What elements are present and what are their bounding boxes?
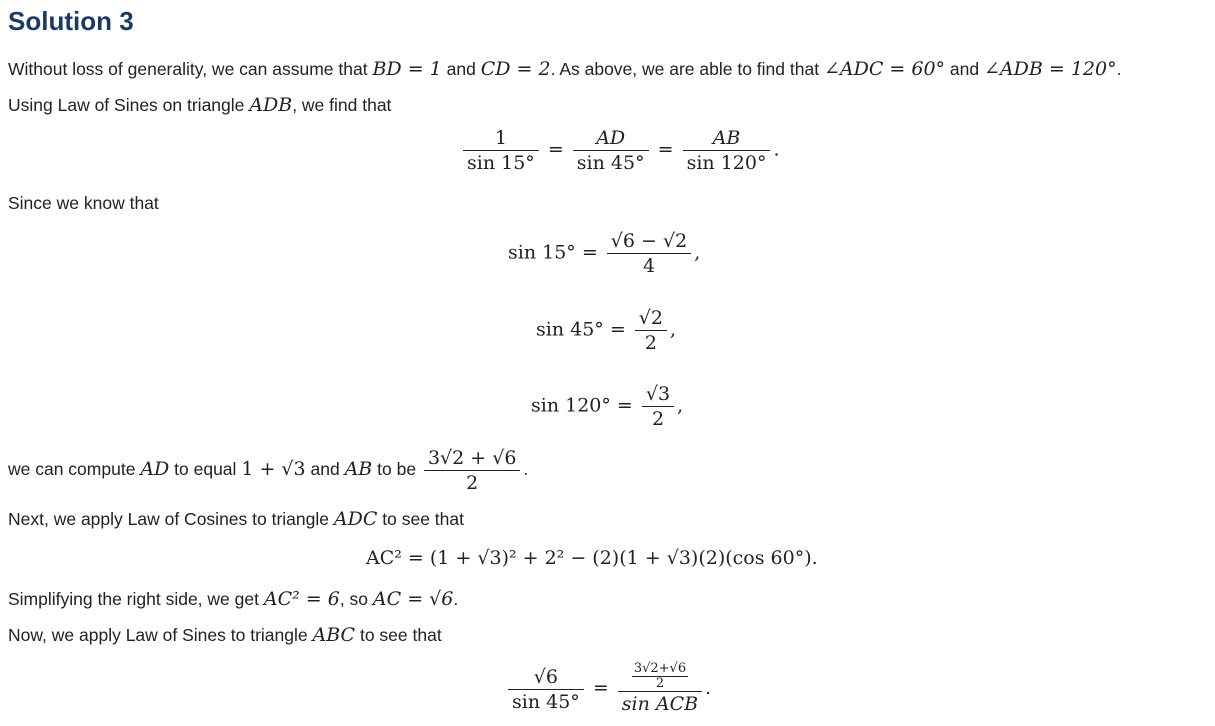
p1-math-cd: CD = 2 bbox=[480, 58, 551, 80]
eq4-frac bbox=[642, 382, 674, 431]
p4-text-d: to be bbox=[377, 459, 417, 480]
paragraph-1 bbox=[8, 58, 1121, 80]
eq1-f2-num: AD bbox=[573, 126, 649, 151]
eq3-den: 2 bbox=[644, 332, 657, 354]
eq1-frac-1 bbox=[463, 126, 539, 175]
eq1-equals-2: = bbox=[657, 138, 674, 161]
eq6-equals: = bbox=[592, 677, 609, 699]
p5-text-a: Next, we apply Law of Cosines to triangle bbox=[8, 509, 329, 529]
eq1-end: . bbox=[773, 138, 780, 161]
eq2-equals: = bbox=[581, 241, 598, 264]
p7-math-tri: ABC bbox=[312, 624, 356, 646]
eq3-num: √2 bbox=[635, 306, 667, 331]
equation-law-of-sines-abc bbox=[505, 662, 711, 716]
eq6-f2-inner-den: 2 bbox=[655, 676, 665, 691]
page-title: Solution 3 bbox=[8, 6, 134, 36]
p4-math-ad: AD bbox=[140, 458, 170, 481]
p2-text-b: , we find that bbox=[292, 95, 392, 115]
eq1-f1-den: sin 15° bbox=[467, 152, 535, 174]
eq4-num: √3 bbox=[642, 382, 674, 407]
p2-text-a: Using Law of Sines on triangle bbox=[8, 95, 245, 115]
eq1-f2-den: sin 45° bbox=[576, 152, 645, 174]
p1-text-end: . bbox=[1116, 59, 1122, 79]
equation-sin15 bbox=[508, 229, 700, 278]
paragraph-7 bbox=[8, 624, 442, 646]
equation-law-of-cosines: AC² = (1 + √3)² + 2² − (2)(1 + √3)(2)(cos 60°). bbox=[366, 547, 818, 569]
eq4-equals: = bbox=[616, 394, 633, 417]
p4-ab-frac-den: 2 bbox=[466, 472, 479, 494]
eq6-f2-num bbox=[618, 662, 702, 692]
eq4-den: 2 bbox=[651, 408, 665, 430]
p6-text-end: . bbox=[453, 589, 459, 609]
p5-math-tri: ADC bbox=[333, 508, 378, 530]
p1-math-bd: BD = 1 bbox=[372, 58, 442, 80]
p4-math-val: 1 + √3 bbox=[241, 458, 306, 481]
eq4-end: , bbox=[677, 394, 684, 417]
eq3-frac bbox=[635, 306, 667, 355]
equation-sin120 bbox=[531, 382, 683, 431]
p1-math-adb: ∠ADB = 120° bbox=[984, 58, 1117, 80]
eq3-end: , bbox=[670, 318, 677, 341]
eq1-f3-den: sin 120° bbox=[686, 152, 767, 174]
p1-text-and2: and bbox=[949, 59, 980, 79]
eq1-frac-3 bbox=[683, 126, 771, 175]
p6-text-a: Simplifying the right side, we get bbox=[8, 589, 259, 609]
p4-math-ab: AB bbox=[344, 458, 373, 481]
paragraph-5 bbox=[8, 508, 464, 530]
eq6-frac-2 bbox=[618, 662, 702, 716]
eq1-equals-1: = bbox=[547, 138, 564, 161]
paragraph-4 bbox=[8, 446, 528, 495]
eq2-lhs: sin 15° bbox=[508, 241, 576, 264]
p6-math-eq2: AC = √6 bbox=[372, 588, 454, 610]
eq2-end: , bbox=[694, 241, 701, 264]
paragraph-3: Since we know that bbox=[8, 193, 159, 213]
eq6-f1-num: √6 bbox=[508, 665, 584, 690]
p4-ab-frac bbox=[424, 446, 520, 495]
eq2-den: 4 bbox=[642, 255, 656, 277]
paragraph-2 bbox=[8, 94, 391, 116]
eq6-f2-den: sin ACB bbox=[621, 693, 699, 715]
p2-math-tri: ADB bbox=[249, 94, 293, 116]
eq1-f3-num: AB bbox=[683, 126, 771, 151]
p4-text-a: we can compute bbox=[8, 459, 136, 480]
eq6-end: . bbox=[705, 677, 712, 699]
p1-text-b: . As above, we are able to find that bbox=[550, 59, 820, 79]
eq4-lhs: sin 120° bbox=[531, 394, 611, 417]
eq6-f1-den: sin 45° bbox=[512, 690, 580, 713]
eq6-f2-inner-num: 3√2+√6 bbox=[633, 661, 687, 676]
eq6-frac-1 bbox=[508, 665, 584, 714]
eq2-num: √6 − √2 bbox=[607, 229, 691, 254]
eq3-equals: = bbox=[609, 318, 626, 341]
p1-math-adc: ∠ADC = 60° bbox=[823, 58, 946, 80]
eq3-lhs: sin 45° bbox=[536, 318, 604, 341]
paragraph-6 bbox=[8, 588, 458, 610]
p4-ab-frac-num: 3√2 + √6 bbox=[424, 446, 520, 471]
p6-math-eq1: AC² = 6 bbox=[263, 588, 340, 610]
p7-text-a: Now, we apply Law of Sines to triangle bbox=[8, 625, 308, 645]
eq1-frac-2 bbox=[573, 126, 649, 175]
p4-text-b: to equal bbox=[174, 459, 237, 480]
p1-text-and: and bbox=[446, 59, 476, 79]
equation-sin45 bbox=[536, 306, 676, 355]
p4-text-c: and bbox=[310, 459, 340, 480]
p7-text-b: to see that bbox=[359, 625, 442, 645]
p5-text-b: to see that bbox=[382, 509, 464, 529]
eq6-f2-inner-frac bbox=[632, 662, 688, 691]
p1-text-a: Without loss of generality, we can assume that bbox=[8, 59, 368, 79]
p4-text-end: . bbox=[523, 459, 529, 480]
p6-text-so: , so bbox=[339, 589, 369, 609]
eq1-f1-num: 1 bbox=[463, 126, 539, 151]
eq2-frac bbox=[607, 229, 691, 278]
equation-law-of-sines-adb bbox=[460, 126, 780, 175]
